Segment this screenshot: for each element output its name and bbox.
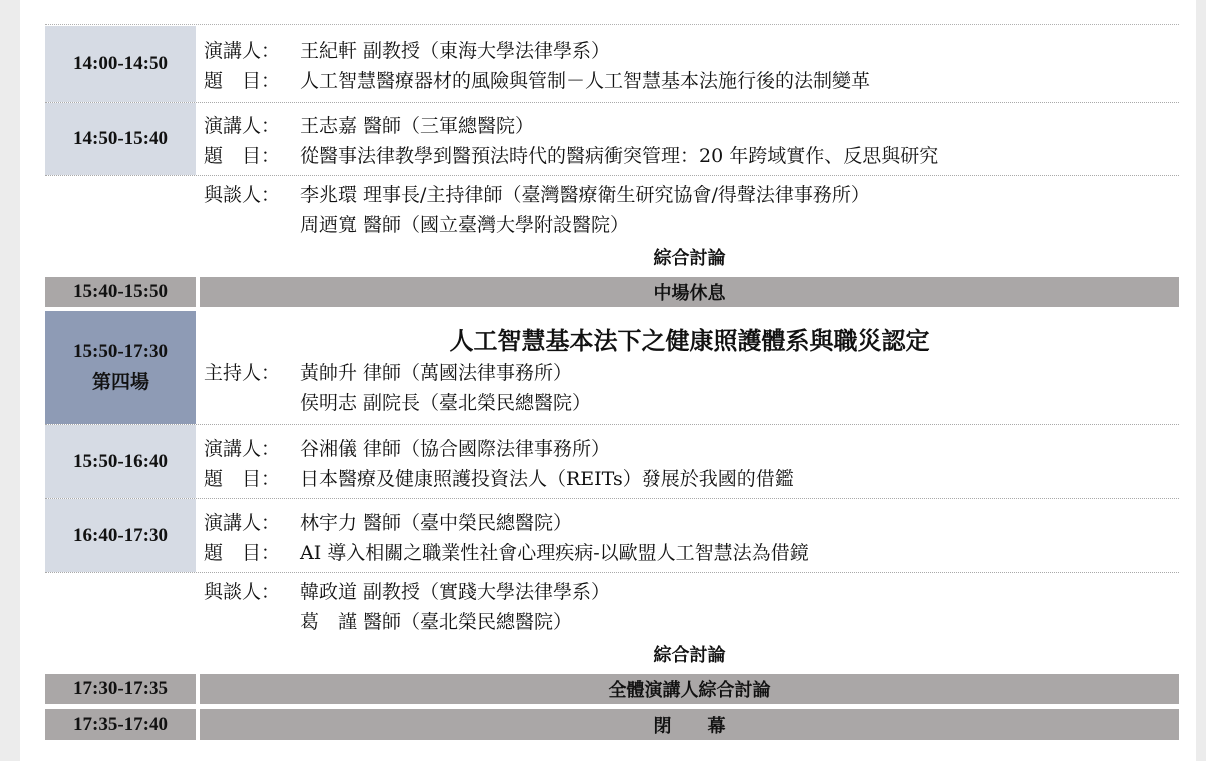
topic-text: 從醫事法律教學到醫預法時代的醫病衝突管理：20 年跨域實作、反思與研究 [300,145,939,167]
panelist-line [204,609,572,635]
row-content [200,425,1179,498]
session-content [200,311,1179,424]
all-discussion-row [45,674,1179,704]
topic-text: 日本醫療及健康照護投資法人（REITs）發展於我國的借鑑 [300,468,794,490]
break-label: 中場休息 [200,277,1179,307]
panel-row-2 [45,573,1179,671]
time-cell: 16:40-17:30 [45,499,196,572]
speaker-label: 演講人： [204,115,281,137]
session-number: 第四場 [91,371,149,393]
topic-text: 人工智慧醫療器材的風險與管制－人工智慧基本法施行後的法制變革 [300,70,871,92]
time-cell: 15:50-16:40 [45,425,196,498]
agenda-row-1550 [45,425,1179,499]
host-line [204,360,572,386]
panel-row-1 [45,176,1179,274]
speaker-line [204,436,610,462]
session-time: 15:50-17:30 [73,341,168,362]
all-discussion-label: 全體演講人綜合討論 [200,674,1179,704]
topic-line [204,68,870,94]
agenda-row-1400 [45,26,1179,103]
agenda-row-1640 [45,499,1179,573]
time-cell: 17:30-17:35 [45,674,196,704]
topic-label: 題 目： [204,542,281,564]
panelist-1: 李兆環 理事長/主持律師（臺灣醫療衛生研究協會/得聲法律事務所） [300,184,870,206]
host-1: 黃帥升 律師（萬國法律事務所） [300,362,573,384]
panel-content [200,176,1179,274]
speaker-line [204,113,534,139]
top-divider [45,24,1179,25]
discussion-label: 綜合討論 [653,248,726,269]
host-label: 主持人： [204,362,281,384]
panel-label: 與談人： [204,184,281,206]
discussion-label: 綜合討論 [653,645,726,666]
time-cell: 14:50-15:40 [45,103,196,175]
panelist-line [204,579,610,605]
panelist-1: 韓政道 副教授（實踐大學法律學系） [300,581,611,603]
speaker-name: 王志嘉 醫師（三軍總醫院） [300,115,535,137]
session-time-cell [45,311,196,424]
closing-label: 閉 幕 [200,709,1179,740]
speaker-line [204,510,572,536]
row-content [200,103,1179,175]
host-2: 侯明志 副院長（臺北榮民總醫院） [300,392,592,414]
speaker-name: 谷湘儀 律師（協合國際法律事務所） [300,438,611,460]
agenda-page [20,0,1196,761]
speaker-label: 演講人： [204,512,281,534]
speaker-label: 演講人： [204,438,281,460]
speaker-label: 演講人： [204,40,281,62]
panelist-line [204,182,870,208]
panelist-2: 葛 謹 醫師（臺北榮民總醫院） [300,611,573,633]
closing-row [45,709,1179,740]
topic-line [204,466,794,492]
topic-line [204,540,809,566]
agenda-row-1450 [45,103,1179,176]
topic-label: 題 目： [204,70,281,92]
host-line [204,390,591,416]
topic-line [204,143,938,169]
break-row [45,277,1179,307]
panelist-2: 周迺寬 醫師（國立臺灣大學附設醫院） [300,214,630,236]
session-4-header [45,311,1179,425]
panel-content [200,573,1179,671]
panelist-line [204,212,629,238]
topic-label: 題 目： [204,468,281,490]
time-cell: 14:00-14:50 [45,26,196,102]
topic-text: AI 導入相關之職業性社會心理疾病-以歐盟人工智慧法為借鏡 [300,542,809,564]
speaker-name: 林宇力 醫師（臺中榮民總醫院） [300,512,573,534]
panel-label: 與談人： [204,581,281,603]
speaker-name: 王紀軒 副教授（東海大學法律學系） [300,40,611,62]
time-cell: 17:35-17:40 [45,709,196,740]
row-content [200,499,1179,572]
session-title: 人工智慧基本法下之健康照護體系與職災認定 [449,326,930,355]
row-content [200,26,1179,102]
time-cell: 15:40-15:50 [45,277,196,307]
speaker-line [204,38,610,64]
topic-label: 題 目： [204,145,281,167]
